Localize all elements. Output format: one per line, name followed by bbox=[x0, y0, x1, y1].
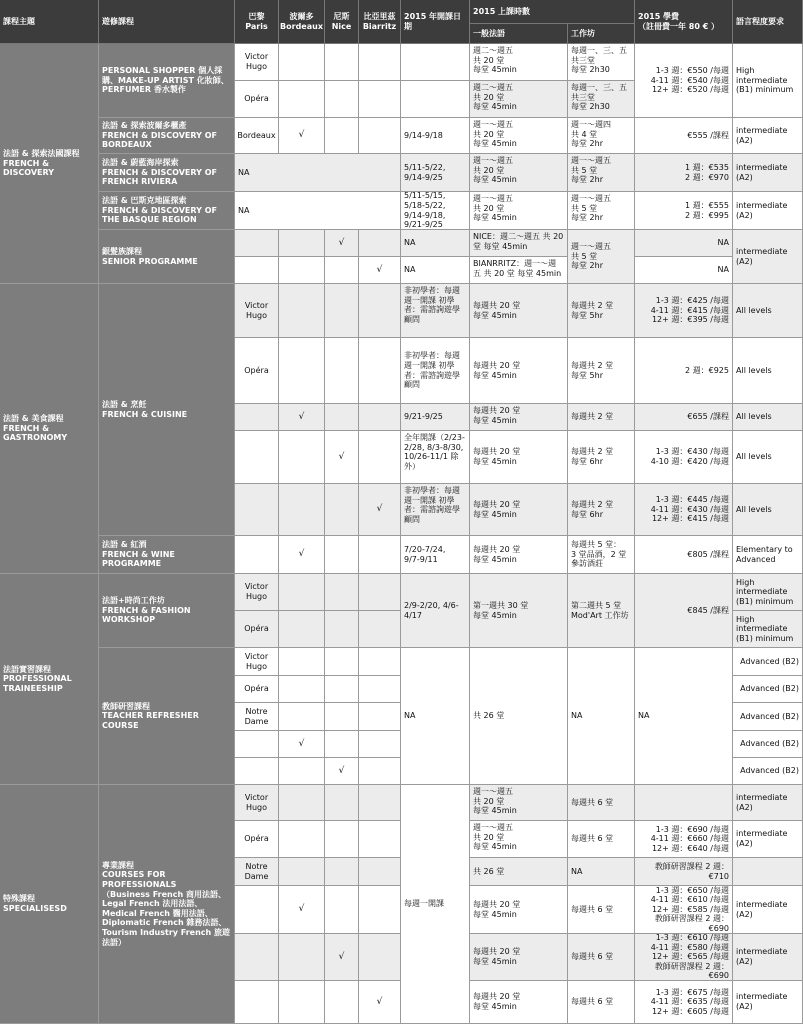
level-cell: Advanced (B2) bbox=[733, 648, 803, 676]
check-mark: √ bbox=[325, 934, 359, 981]
empty-cell bbox=[235, 731, 279, 758]
campus-victor-hugo: Victor Hugo bbox=[235, 574, 279, 611]
hours-workshop: 每週共 2 堂 每堂 6hr bbox=[568, 431, 635, 484]
level-cell: intermediate (A2) bbox=[733, 118, 803, 154]
level-cell: intermediate (A2) bbox=[733, 934, 803, 981]
empty-cell bbox=[359, 758, 401, 785]
level-cell: High intermediate (B1) minimum bbox=[733, 44, 803, 118]
hours-general: 週二～週五 共 20 堂 每堂 45min bbox=[470, 81, 568, 118]
level-cell: All levels bbox=[733, 484, 803, 536]
fee-cell: NA bbox=[635, 648, 733, 785]
hours-general: 週一～週五 共 20 堂 每堂 45min bbox=[470, 118, 568, 154]
campus-opera: Opéra bbox=[235, 676, 279, 703]
empty-cell bbox=[279, 44, 325, 81]
hours-general: 週一～週五 共 20 堂 每堂 45min bbox=[470, 785, 568, 821]
header-hours: 2015 上課時數 bbox=[470, 0, 635, 24]
header-theme: 課程主題 bbox=[0, 0, 99, 44]
empty-cell bbox=[359, 574, 401, 611]
fee-cell: 1-3 週：€650 /每週 4-11 週：€610 /每週 12+ 週：€585 /每週 教師研習課程 2 週：€690 bbox=[635, 886, 733, 934]
fee-cell: NA bbox=[635, 257, 733, 284]
campus-opera: Opéra bbox=[235, 611, 279, 648]
header-fee: 2015 學費 （註冊費一年 80 € ） bbox=[635, 0, 733, 44]
fee-cell: €555 /課程 bbox=[635, 118, 733, 154]
hours-workshop: 每週共 6 堂 bbox=[568, 785, 635, 821]
empty-cell bbox=[279, 758, 325, 785]
start-date: 5/11-5/15, 5/18-5/22, 9/14-9/18, 9/21-9/25 bbox=[401, 192, 470, 230]
empty-cell bbox=[279, 574, 325, 611]
hours-general: BIANRRITZ：週一～週五 共 20 堂 每堂 45min bbox=[470, 257, 568, 284]
hours-general: 每週共 20 堂 每堂 45min bbox=[470, 431, 568, 484]
campus-notre-dame: Notre Dame bbox=[235, 703, 279, 731]
na-cell: NA bbox=[235, 154, 401, 192]
hours-workshop: NA bbox=[568, 858, 635, 886]
fee-cell: 1-3 週：€425 /每週 4-11 週：€415 /每週 12+ 週：€395 /每週 bbox=[635, 284, 733, 338]
check-mark: √ bbox=[279, 404, 325, 431]
level-cell: All levels bbox=[733, 431, 803, 484]
empty-cell bbox=[279, 703, 325, 731]
level-cell: All levels bbox=[733, 338, 803, 404]
hours-general: 週一～週五 共 20 堂 每堂 45min bbox=[470, 192, 568, 230]
empty-cell bbox=[325, 886, 359, 934]
empty-cell bbox=[635, 785, 733, 821]
hours-general: 週一～週五 共 20 堂 每堂 45min bbox=[470, 154, 568, 192]
fee-cell: €845 /課程 bbox=[635, 574, 733, 648]
level-cell: High intermediate (B1) minimum bbox=[733, 611, 803, 648]
header-nice: 尼斯 Nice bbox=[325, 0, 359, 44]
empty-cell bbox=[359, 648, 401, 676]
start-date: 9/21-9/25 bbox=[401, 404, 470, 431]
hours-workshop: 週一～週五 共 5 堂 每堂 2hr bbox=[568, 230, 635, 284]
campus-victor-hugo: Victor Hugo bbox=[235, 44, 279, 81]
empty-cell bbox=[235, 981, 279, 1024]
level-cell: All levels bbox=[733, 404, 803, 431]
empty-cell bbox=[359, 886, 401, 934]
hours-workshop: 週一～週四 共 4 堂 每堂 2hr bbox=[568, 118, 635, 154]
empty-cell bbox=[325, 611, 359, 648]
check-mark: √ bbox=[359, 257, 401, 284]
empty-cell bbox=[279, 676, 325, 703]
course-senior: 銀髮族課程 SENIOR PROGRAMME bbox=[99, 230, 235, 284]
hours-general: 每週共 20 堂 每堂 45min bbox=[470, 981, 568, 1024]
check-mark: √ bbox=[325, 758, 359, 785]
level-cell: Advanced (B2) bbox=[733, 703, 803, 731]
empty-cell bbox=[279, 611, 325, 648]
hours-workshop: 每週共 6 堂 bbox=[568, 886, 635, 934]
course-bordeaux-discovery: 法語 & 探索波爾多櫃產 FRENCH & DISCOVERY OF BORDEAUX bbox=[99, 118, 235, 154]
campus-opera: Opéra bbox=[235, 81, 279, 118]
empty-cell bbox=[359, 821, 401, 858]
na-cell: NA bbox=[401, 648, 470, 785]
empty-cell bbox=[325, 858, 359, 886]
empty-cell bbox=[325, 284, 359, 338]
empty-cell bbox=[279, 785, 325, 821]
campus-bordeaux: Bordeaux bbox=[235, 118, 279, 154]
course-riviera-discovery: 法語 & 蔚藍海岸探索 FRENCH & DISCOVERY OF FRENCH RIVIERA bbox=[99, 154, 235, 192]
start-date: 2/9-2/20, 4/6-4/17 bbox=[401, 574, 470, 648]
hours-general: 每週共 20 堂 每堂 45min bbox=[470, 484, 568, 536]
fee-cell: €805 /課程 bbox=[635, 536, 733, 574]
fee-cell: 1 週：€535 2 週：€970 bbox=[635, 154, 733, 192]
level-cell: intermediate (A2) bbox=[733, 785, 803, 821]
empty-cell bbox=[325, 81, 359, 118]
course-fashion-workshop: 法語+時尚工作坊 FRENCH & FASHION WORKSHOP bbox=[99, 574, 235, 648]
hours-workshop: 第二週共 5 堂 Mod'Art 工作坊 bbox=[568, 574, 635, 648]
level-cell: intermediate (A2) bbox=[733, 230, 803, 284]
hours-workshop: 每週共 2 堂 每堂 6hr bbox=[568, 484, 635, 536]
campus-opera: Opéra bbox=[235, 338, 279, 404]
check-mark: √ bbox=[279, 118, 325, 154]
empty-cell bbox=[359, 230, 401, 257]
empty-cell bbox=[235, 230, 279, 257]
empty-cell bbox=[359, 404, 401, 431]
empty-cell bbox=[325, 731, 359, 758]
empty-cell bbox=[325, 484, 359, 536]
course-professionals: 專業課程 COURSES FOR PROFESSIONALS （Business French 商用法語、Legal French 法用法語、Medical French 醫用法語、Diplomatic French 雜務法語、Tourism Industry French 旅遊法語） bbox=[99, 785, 235, 1024]
level-cell: intermediate (A2) bbox=[733, 154, 803, 192]
empty-cell bbox=[359, 676, 401, 703]
hours-general: 每週共 20 堂 每堂 45min bbox=[470, 934, 568, 981]
level-cell: intermediate (A2) bbox=[733, 821, 803, 858]
empty-cell bbox=[279, 338, 325, 404]
check-mark: √ bbox=[359, 484, 401, 536]
empty-cell bbox=[279, 81, 325, 118]
empty-cell bbox=[325, 821, 359, 858]
course-french-wine: 法語 & 紅酒 FRENCH & WINE PROGRAMME bbox=[99, 536, 235, 574]
fee-cell: 1 週：€555 2 週：€995 bbox=[635, 192, 733, 230]
empty-cell bbox=[235, 404, 279, 431]
empty-cell bbox=[235, 484, 279, 536]
empty-cell bbox=[359, 118, 401, 154]
start-date: 全年開課（2/23-2/28, 8/3-8/30, 10/26-11/1 除外） bbox=[401, 431, 470, 484]
hours-workshop: 每週共 5 堂： 3 堂品酒，2 堂參訪酒莊 bbox=[568, 536, 635, 574]
check-mark: √ bbox=[279, 886, 325, 934]
empty-cell bbox=[325, 785, 359, 821]
hours-workshop: 每週共 2 堂 每堂 5hr bbox=[568, 284, 635, 338]
course-personal-shopper: PERSONAL SHOPPER 個人採購、MAKE-UP ARTIST 化妝師、PERFUMER 香水製作 bbox=[99, 44, 235, 118]
hours-general: 共 26 堂 bbox=[470, 648, 568, 785]
empty-cell bbox=[279, 230, 325, 257]
start-date: 每週一開課 bbox=[401, 785, 470, 1024]
level-cell: Elementary to Advanced bbox=[733, 536, 803, 574]
empty-cell bbox=[279, 484, 325, 536]
hours-general: 每週共 20 堂 每堂 45min bbox=[470, 404, 568, 431]
empty-cell bbox=[359, 611, 401, 648]
na-cell: NA bbox=[401, 257, 470, 284]
level-cell: Advanced (B2) bbox=[733, 731, 803, 758]
empty-cell bbox=[325, 118, 359, 154]
header-workshop: 工作坊 bbox=[568, 24, 635, 44]
header-course: 遊修課程 bbox=[99, 0, 235, 44]
empty-cell bbox=[279, 981, 325, 1024]
empty-cell bbox=[279, 821, 325, 858]
hours-workshop: 每週一、三、五 共三堂 每堂 2h30 bbox=[568, 44, 635, 81]
empty-cell bbox=[235, 886, 279, 934]
hours-workshop: NA bbox=[568, 648, 635, 785]
theme-specialised: 特殊課程 SPECIALISESD bbox=[0, 785, 99, 1024]
empty-cell bbox=[325, 257, 359, 284]
fee-cell: 1-3 週：€445 /每週 4-11 週：€430 /每週 12+ 週：€415 /每週 bbox=[635, 484, 733, 536]
level-cell: intermediate (A2) bbox=[733, 981, 803, 1024]
empty-cell bbox=[359, 703, 401, 731]
empty-cell bbox=[359, 934, 401, 981]
level-cell: High intermediate (B1) minimum bbox=[733, 574, 803, 611]
level-cell: intermediate (A2) bbox=[733, 192, 803, 230]
empty-cell bbox=[733, 858, 803, 886]
header-level: 語言程度要求 bbox=[733, 0, 803, 44]
empty-cell bbox=[359, 785, 401, 821]
start-date: 非初學者：每週週一開課 初學者：需諮詢遊學顧問 bbox=[401, 484, 470, 536]
check-mark: √ bbox=[325, 431, 359, 484]
empty-cell bbox=[279, 284, 325, 338]
level-cell: intermediate (A2) bbox=[733, 886, 803, 934]
hours-workshop: 每週共 6 堂 bbox=[568, 981, 635, 1024]
empty-cell bbox=[235, 934, 279, 981]
empty-cell bbox=[325, 676, 359, 703]
empty-cell bbox=[325, 536, 359, 574]
empty-cell bbox=[235, 257, 279, 284]
empty-cell bbox=[235, 758, 279, 785]
empty-cell bbox=[359, 858, 401, 886]
campus-opera: Opéra bbox=[235, 821, 279, 858]
hours-general: 週一～週五 共 20 堂 每堂 45min bbox=[470, 821, 568, 858]
empty-cell bbox=[325, 404, 359, 431]
start-date: 非初學者：每週週一開課 初學者：需諮詢遊學顧問 bbox=[401, 284, 470, 338]
start-date: 9/14-9/18 bbox=[401, 118, 470, 154]
empty-cell bbox=[325, 44, 359, 81]
campus-notre-dame: Notre Dame bbox=[235, 858, 279, 886]
fee-cell: 1-3 週：€550 /每週 4-11 週：€540 /每週 12+ 週：€520 /每週 bbox=[635, 44, 733, 118]
empty-cell bbox=[401, 81, 470, 118]
theme-french-gastronomy: 法語 & 美食課程 FRENCH & GASTRONOMY bbox=[0, 284, 99, 574]
empty-cell bbox=[359, 284, 401, 338]
empty-cell bbox=[279, 934, 325, 981]
course-teacher-refresher: 教師研習課程 TEACHER REFRESHER COURSE bbox=[99, 648, 235, 785]
hours-workshop: 每週共 2 堂 bbox=[568, 404, 635, 431]
check-mark: √ bbox=[279, 536, 325, 574]
empty-cell bbox=[279, 648, 325, 676]
campus-victor-hugo: Victor Hugo bbox=[235, 785, 279, 821]
fee-cell: 1-3 週：€610 /每週 4-11 週：€580 /每週 12+ 週：€565 /每週 教師研習課程 2 週：€690 bbox=[635, 934, 733, 981]
empty-cell bbox=[359, 81, 401, 118]
header-start-date: 2015 年開課日期 bbox=[401, 0, 470, 44]
empty-cell bbox=[325, 574, 359, 611]
hours-general: 每週共 20 堂 每堂 45min bbox=[470, 536, 568, 574]
check-mark: √ bbox=[359, 981, 401, 1024]
empty-cell bbox=[279, 858, 325, 886]
theme-french-discovery: 法語 & 探索法國課程 FRENCH & DISCOVERY bbox=[0, 44, 99, 284]
header-paris: 巴黎 Paris bbox=[235, 0, 279, 44]
level-cell: Advanced (B2) bbox=[733, 758, 803, 785]
hours-workshop: 每週共 2 堂 每堂 5hr bbox=[568, 338, 635, 404]
header-biarritz: 比亞里茲 Biarritz bbox=[359, 0, 401, 44]
level-cell: Advanced (B2) bbox=[733, 676, 803, 703]
hours-workshop: 每週共 6 堂 bbox=[568, 934, 635, 981]
fee-cell: 教師研習課程 2 週：€710 bbox=[635, 858, 733, 886]
hours-general: 每週共 20 堂 每堂 45min bbox=[470, 284, 568, 338]
empty-cell bbox=[359, 731, 401, 758]
empty-cell bbox=[325, 981, 359, 1024]
empty-cell bbox=[325, 648, 359, 676]
hours-workshop: 每週共 6 堂 bbox=[568, 821, 635, 858]
course-french-cuisine: 法語 & 烹飪 FRENCH & CUISINE bbox=[99, 284, 235, 536]
hours-general: 每週共 20 堂 每堂 45min bbox=[470, 886, 568, 934]
fee-cell: 1-3 週：€690 /每週 4-11 週：€660 /每週 12+ 週：€640 /每週 bbox=[635, 821, 733, 858]
empty-cell bbox=[359, 431, 401, 484]
na-cell: NA bbox=[401, 230, 470, 257]
campus-victor-hugo: Victor Hugo bbox=[235, 284, 279, 338]
hours-workshop: 週一～週五 共 5 堂 每堂 2hr bbox=[568, 154, 635, 192]
level-cell: All levels bbox=[733, 284, 803, 338]
empty-cell bbox=[279, 257, 325, 284]
hours-workshop: 週一～週五 共 5 堂 每堂 2hr bbox=[568, 192, 635, 230]
hours-general: 每週共 20 堂 每堂 45min bbox=[470, 338, 568, 404]
empty-cell bbox=[325, 338, 359, 404]
hours-general: 共 26 堂 bbox=[470, 858, 568, 886]
check-mark: √ bbox=[279, 731, 325, 758]
empty-cell bbox=[401, 44, 470, 81]
empty-cell bbox=[359, 44, 401, 81]
empty-cell bbox=[325, 703, 359, 731]
fee-cell: €655 /課程 bbox=[635, 404, 733, 431]
header-general-french: 一般法語 bbox=[470, 24, 568, 44]
course-basque-discovery: 法語 & 巴斯克地區探索 FRENCH & DISCOVERY OF THE BASQUE REGION bbox=[99, 192, 235, 230]
fee-cell: NA bbox=[635, 230, 733, 257]
fee-cell: 1-3 週：€430 /每週 4-10 週：€420 /每週 bbox=[635, 431, 733, 484]
hours-general: NICE：週二～週五 共 20 堂 每堂 45min bbox=[470, 230, 568, 257]
header-bordeaux: 波爾多 Bordeaux bbox=[279, 0, 325, 44]
check-mark: √ bbox=[325, 230, 359, 257]
hours-workshop: 每週一、三、五 共三堂 每堂 2h30 bbox=[568, 81, 635, 118]
empty-cell bbox=[235, 431, 279, 484]
start-date: 7/20-7/24, 9/7-9/11 bbox=[401, 536, 470, 574]
empty-cell bbox=[359, 338, 401, 404]
empty-cell bbox=[359, 536, 401, 574]
theme-professional-traineeship: 法語實習課程 PROFESSIONAL TRAINEESHIP bbox=[0, 574, 99, 785]
na-cell: NA bbox=[235, 192, 401, 230]
hours-general: 週二～週五 共 20 堂 每堂 45min bbox=[470, 44, 568, 81]
start-date: 5/11-5/22, 9/14-9/25 bbox=[401, 154, 470, 192]
fee-cell: 1-3 週：€675 /每週 4-11 週：€635 /每週 12+ 週：€605 /每週 bbox=[635, 981, 733, 1024]
campus-victor-hugo: Victor Hugo bbox=[235, 648, 279, 676]
empty-cell bbox=[279, 431, 325, 484]
hours-general: 第一週共 30 堂 每堂 45min bbox=[470, 574, 568, 648]
fee-cell: 2 週：€925 bbox=[635, 338, 733, 404]
empty-cell bbox=[235, 536, 279, 574]
start-date: 非初學者：每週週一開課 初學者：需諮詢遊學顧問 bbox=[401, 338, 470, 404]
